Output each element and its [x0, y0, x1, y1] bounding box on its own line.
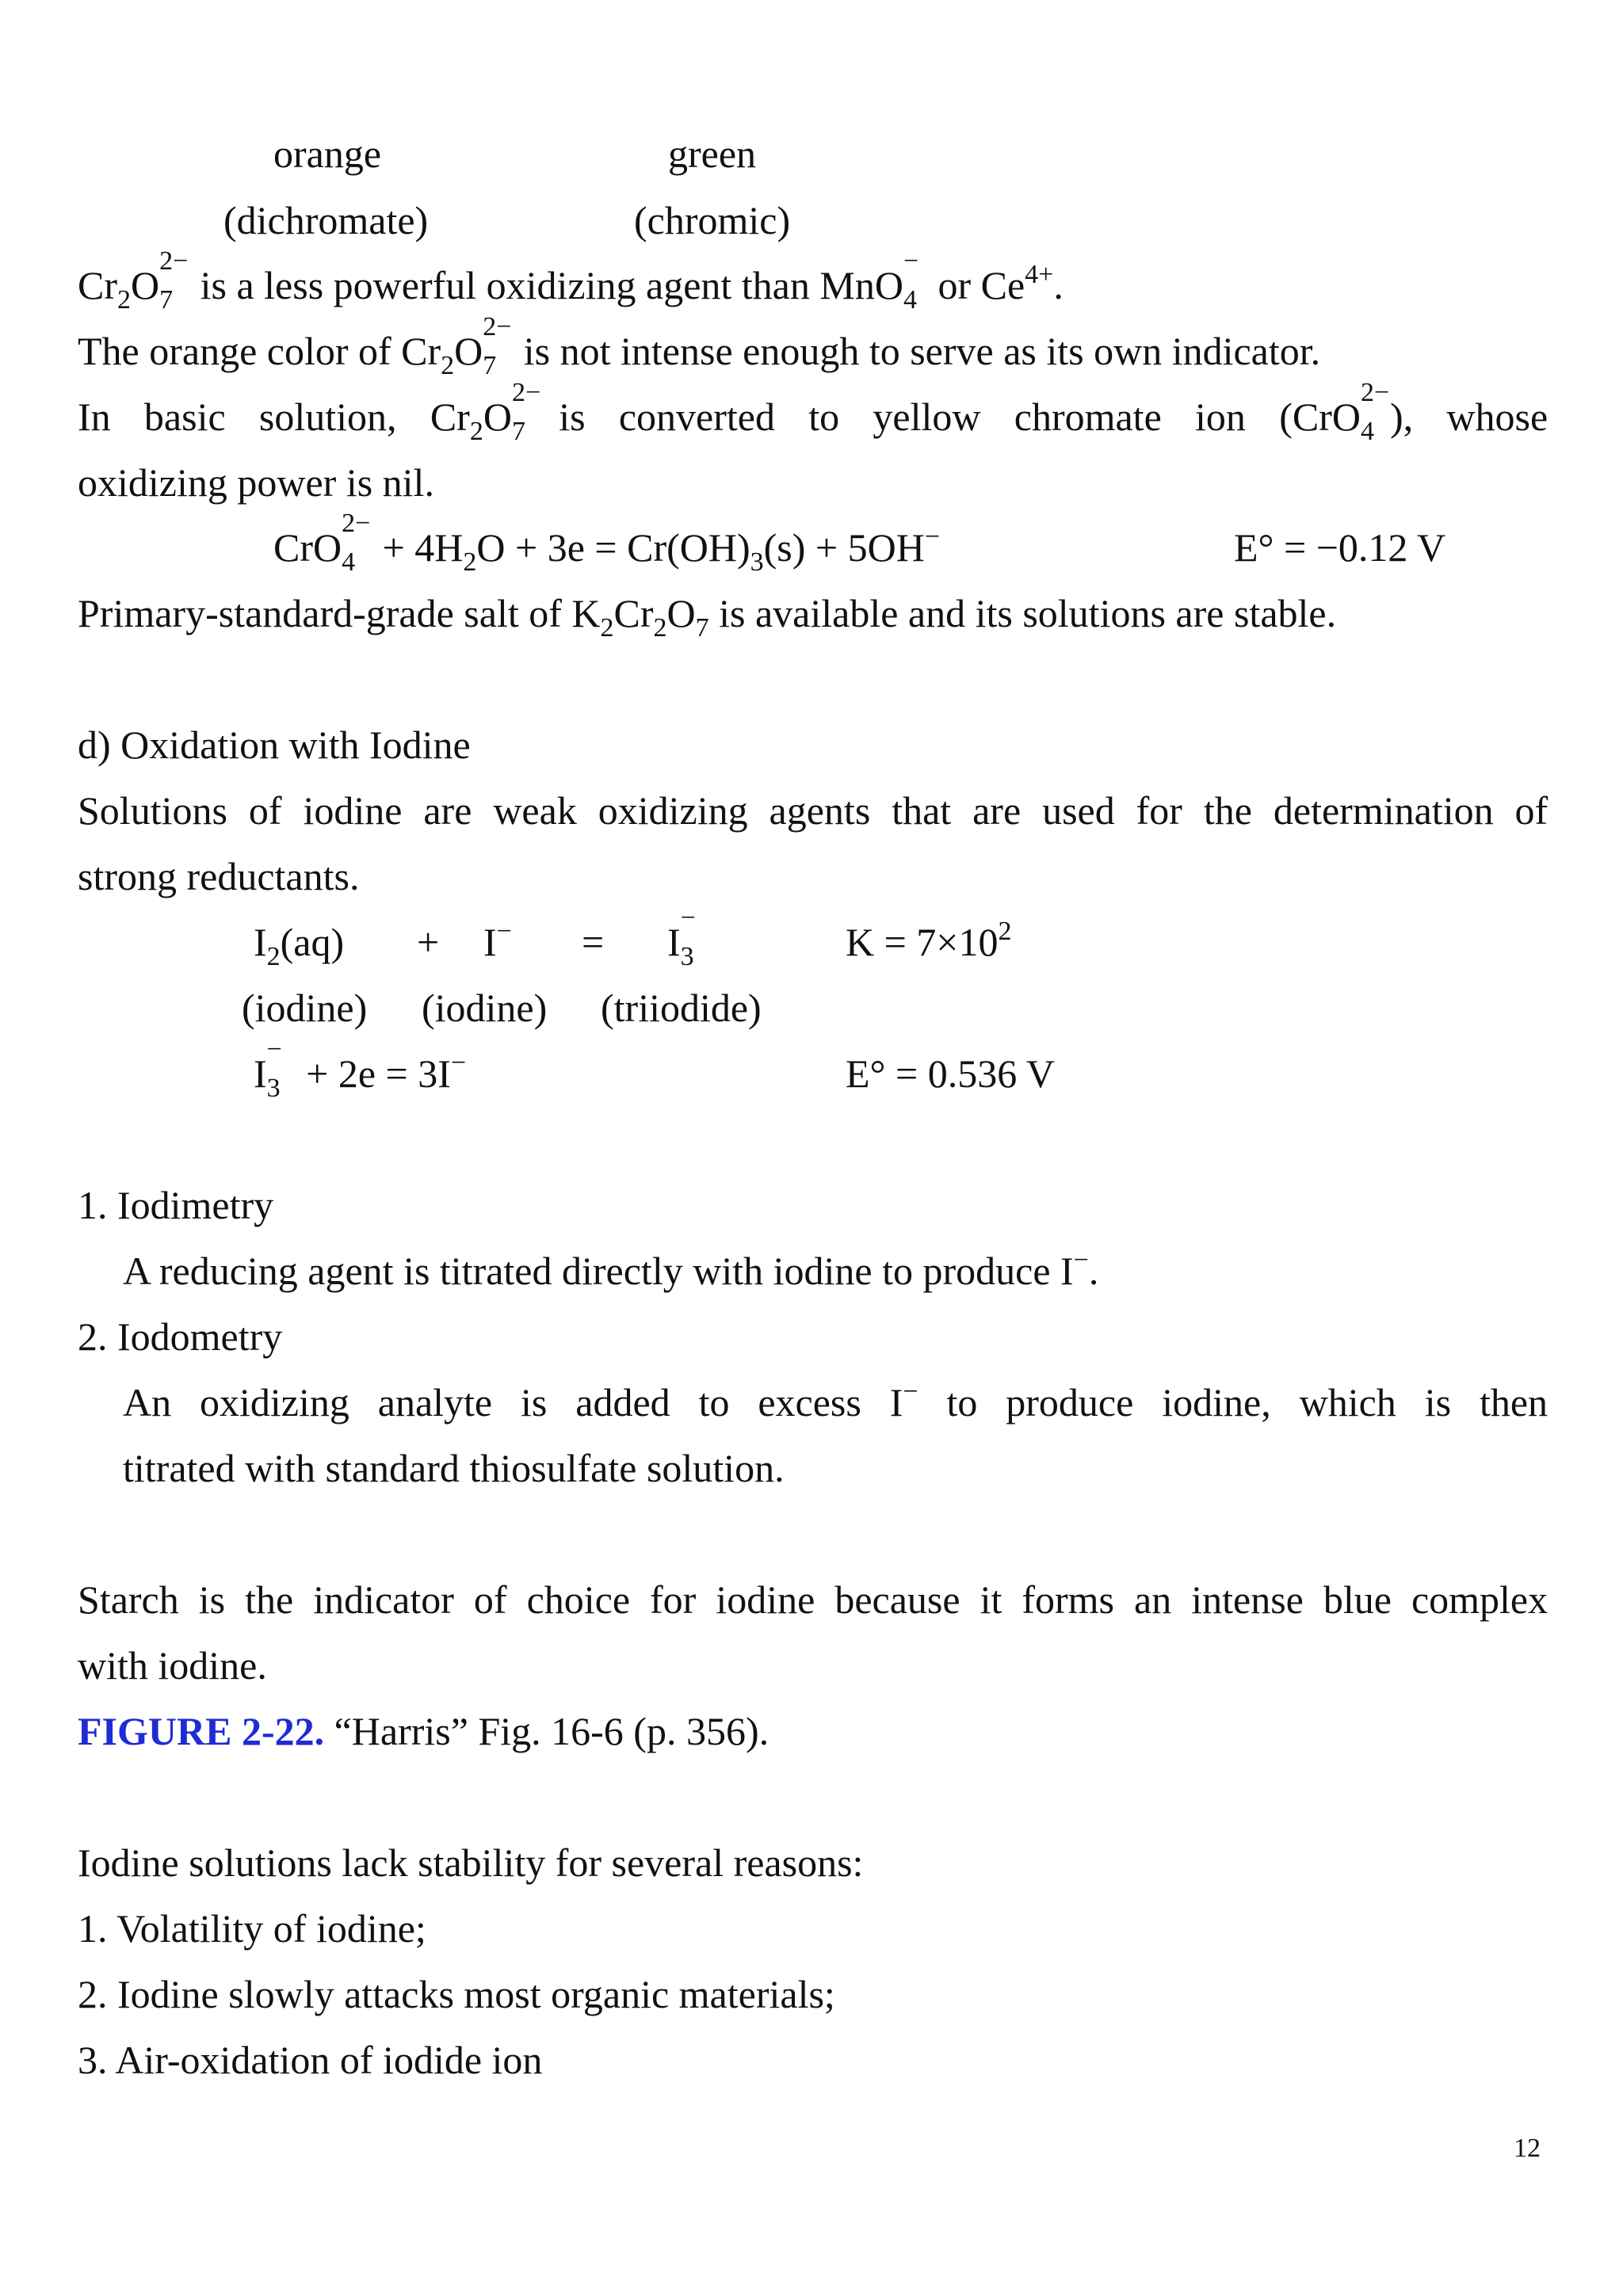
- chromate-potential: E° = −0.12 V: [1234, 525, 1446, 570]
- section-heading-iodine: d) Oxidation with Iodine: [78, 723, 471, 767]
- chromate-equation: CrO 2− $4 + 4H_2O + 3e = Cr(OH)_3(s) + 5OH^-$: [273, 509, 941, 577]
- dichromate-line-3: In basic solution, $Cr_2O$ 2− 7 is converted to yellow chromate ion (CrO 2− 4 ), whose: [78, 378, 1549, 446]
- iodimetry-title: 1. Iodimetry: [78, 1183, 274, 1227]
- iodimetry-description: A reducing agent is titrated directly with iodine to produce I−.: [123, 1245, 1099, 1293]
- figure-reference: [78, 1707, 1548, 1755]
- label-green: green: [668, 132, 757, 176]
- eq-label-triiodide: (triiodide): [601, 986, 762, 1030]
- label-orange: orange: [273, 132, 382, 176]
- starch-line-1: Starch is the indicator of choice for iodine because it forms an intense blue complex: [78, 1577, 1549, 1622]
- figure-label: FIGURE 2-22.: [78, 1709, 325, 1753]
- label-chromic: (chromic): [634, 198, 791, 242]
- eq-label-iodine-2: (iodine): [422, 986, 548, 1030]
- dichromate-line-4: oxidizing power is nil.: [78, 460, 434, 505]
- stability-item-3: 3. Air-oxidation of iodide ion: [78, 2038, 543, 2082]
- eq-label-iodine-1: (iodine): [242, 986, 368, 1030]
- starch-line-2: with iodine.: [78, 1643, 267, 1688]
- iodometry-description-line-2: titrated with standard thiosulfate solution.: [123, 1446, 785, 1490]
- figure-citation: “Harris” Fig. 16-6 (p. 356).: [324, 1709, 769, 1753]
- stability-item-1: 1. Volatility of iodine;: [78, 1906, 426, 1951]
- iodine-intro-line-1: Solutions of iodine are weak oxidizing agents that are used for the determination of: [78, 788, 1549, 833]
- label-dichromate: (dichromate): [223, 198, 429, 242]
- eq-triiodide-potential: E° = 0.536 V: [846, 1051, 1055, 1096]
- eq-equilibrium-constant: $K = 7\times 10^2$: [846, 917, 1012, 964]
- dichromate-line-2: The orange color of $Cr_2O$ 2− 7 is not intense enough to serve as its own indicator.: [78, 312, 1321, 380]
- eq-equals: =: [582, 920, 605, 964]
- page-number: 12: [1514, 2134, 1541, 2163]
- stability-intro: Iodine solutions lack stability for several reasons:: [78, 1840, 864, 1885]
- stability-item-2: 2. Iodine slowly attacks most organic materials;: [78, 1972, 835, 2016]
- eq-plus: +: [417, 920, 440, 964]
- eq-iodine: $I_2(aq)$: [254, 920, 345, 971]
- eq-iodide: I−: [483, 917, 512, 964]
- dichromate-line-5: Primary-standard-grade salt of $K_2Cr_2O_7$ is available and its solutions are stable.: [78, 591, 1337, 643]
- eq-triiodide-reduction: I − 3 + 2e = 3I−: [254, 1035, 467, 1103]
- iodometry-description-line-1: An oxidizing analyte is added to excess I− to produce iodine, which is then: [123, 1377, 1549, 1425]
- dichromate-line-1: $Cr_2O$ 2− 7 is a less powerful oxidizing agent than MnO − 4 or $Ce^{4+}$.: [78, 246, 1064, 315]
- eq-triiodide: I − 3: [667, 903, 696, 971]
- iodine-intro-line-2: strong reductants.: [78, 854, 360, 898]
- iodometry-title: 2. Iodometry: [78, 1314, 283, 1359]
